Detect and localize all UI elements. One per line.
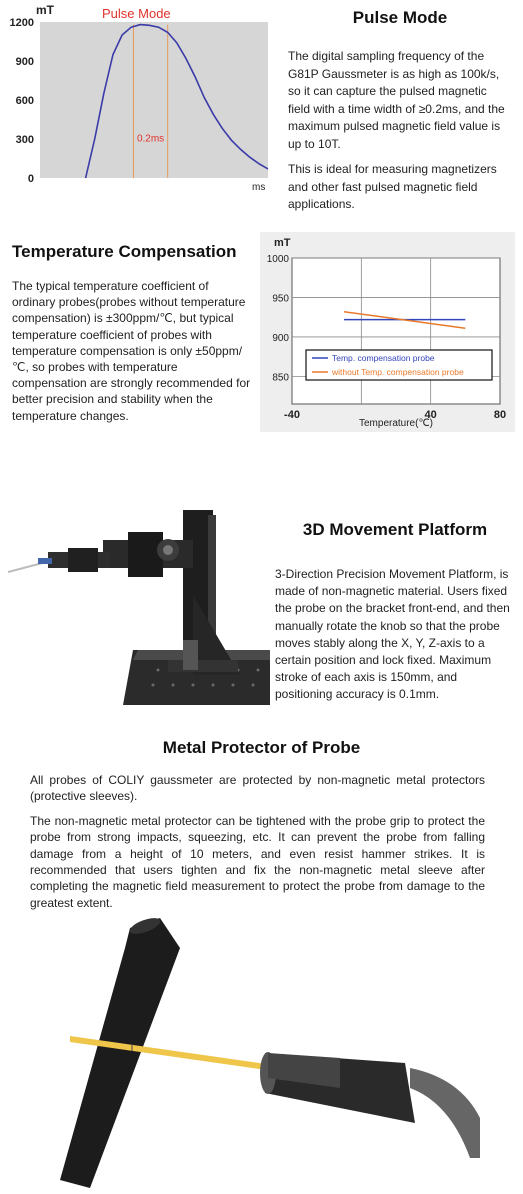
movement-platform-photo	[8, 500, 270, 705]
y-axis-unit: mT	[274, 237, 291, 249]
pulse-mode-paragraph-1: The digital sampling frequency of the G81P Gaussmeter is as high as 100k/s, so it can capture the pulsed magnetic field with a time width of ≥0.2ms, and the maximum pulsed magnetic field value is up to 10T.	[288, 49, 505, 151]
pulse-width-label: 0.2ms	[136, 133, 165, 145]
x-axis-label: Temperature(℃)	[358, 418, 434, 429]
chart-title: Pulse Mode	[102, 6, 171, 21]
x-tick-label: -40	[284, 409, 300, 421]
y-tick-label: 850	[272, 372, 289, 384]
y-tick-label: 1200	[10, 17, 34, 29]
pulse-mode-description	[288, 48, 510, 222]
pulse-mode-title: Pulse Mode	[352, 8, 448, 27]
y-tick-label: 1000	[266, 254, 289, 265]
y-tick-label: 900	[15, 56, 34, 68]
pulse-mode-chart	[10, 0, 272, 190]
temperature-chart	[260, 232, 515, 432]
metal-protector-description	[30, 772, 485, 919]
movement-platform-paragraph: 3-Direction Precision Movement Platform, is made of non-magnetic material. Users fixed the probe on the bracket front-end, and then manually rotate the knob so that the probe moves stably along the X, Y, Z-axis to a certain position and lock fixed. Maximum stroke of each axis is 150mm, and positioning accuracy is 0.1mm.	[275, 567, 510, 702]
y-tick-label: 950	[272, 293, 289, 305]
movement-platform-title: 3D Movement Platform	[302, 520, 488, 539]
y-tick-label: 300	[15, 134, 34, 146]
y-tick-label: 0	[27, 173, 34, 185]
y-tick-label: 600	[15, 95, 34, 107]
temperature-compensation-paragraph: The typical temperature coefficient of ordinary probes(probes without temperature compensation) is ±300ppm/℃, but typical temperature coefficient of probes with temperature compensation is only ±50ppm/℃, so probes with temperature compensation are strongly recommended for better precision and stability when the temperature changes.	[12, 279, 251, 423]
x-axis-unit: ms	[252, 182, 266, 190]
probe-protector-photo	[40, 918, 480, 1194]
legend-label-1: Temp. compensation probe	[332, 353, 435, 363]
metal-protector-paragraph-2: The non-magnetic metal protector can be tightened with the probe grip to protect the probe from strong impacts, squeezing, etc. It can prevent the probe from falling damage from a height of 10 meters, and even resist hammer strikes. It is recommended that users tighten and fix the non-magnetic metal sleeve after completing the magnetic field measurement to protect the probe from damage to the greatest extent.	[30, 813, 485, 910]
temperature-compensation-title: Temperature Compensation	[12, 242, 237, 261]
y-axis-unit: mT	[36, 3, 54, 17]
metal-protector-title: Metal Protector of Probe	[162, 738, 361, 757]
metal-protector-paragraph-1: All probes of COLIY gaussmeter are protected by non-magnetic metal protectors (protective sleeves).	[30, 773, 485, 804]
plot-area	[40, 22, 268, 178]
x-tick-label: 40	[424, 409, 437, 421]
y-tick-label: 900	[272, 332, 289, 344]
legend-label-2: without Temp. compensation probe	[332, 367, 464, 377]
x-tick-label: 80	[493, 409, 507, 421]
plot-area	[292, 258, 500, 404]
pulse-mode-paragraph-2: This is ideal for measuring magnetizers and other fast pulsed magnetic field applications.	[288, 162, 497, 211]
